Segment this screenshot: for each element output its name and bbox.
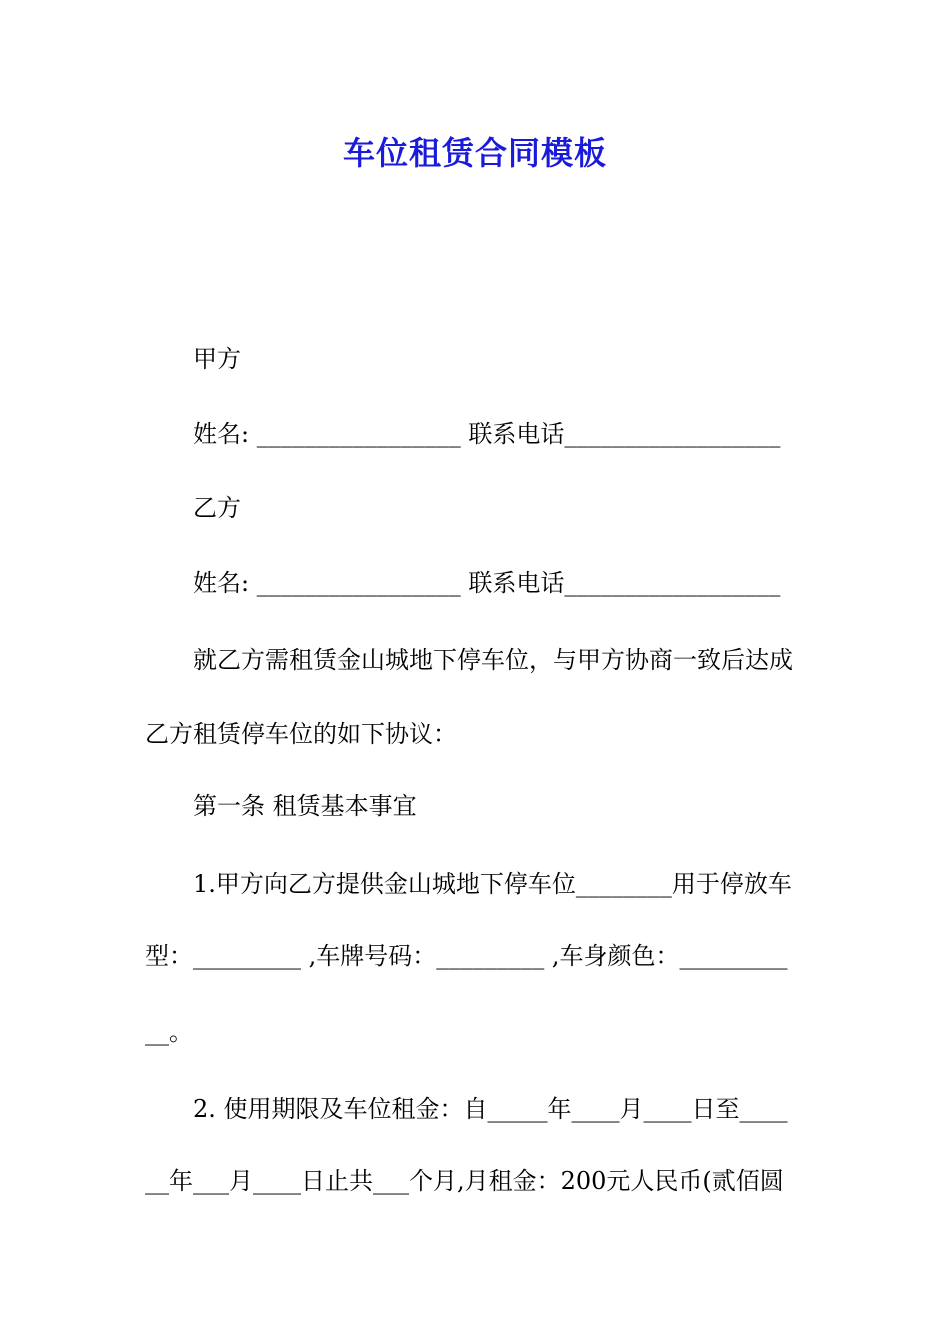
clause-1-line-1: 1.甲方向乙方提供金山城地下停车位________用于停放车: [193, 870, 792, 898]
intro-paragraph-line-2: 乙方租赁停车位的如下协议：: [145, 720, 457, 748]
document-title: 车位租赁合同模板: [342, 134, 607, 172]
article-1-heading: 第一条 租赁基本事宜: [193, 792, 417, 820]
clause-1-line-2: 型：_________ ,车牌号码：_________ ,车身颜色：_________: [145, 942, 788, 970]
party-a-heading: 甲方: [193, 345, 241, 373]
clause-2-line-1: 2. 使用期限及车位租金：自_____年____月____日至____: [193, 1095, 788, 1123]
clause-1-line-3: __。: [145, 1018, 193, 1046]
party-b-heading: 乙方: [193, 494, 241, 522]
party-b-contact-line: 姓名: _________________ 联系电话__________________: [193, 569, 781, 597]
party-a-contact-line: 姓名: _________________ 联系电话__________________: [193, 420, 781, 448]
clause-2-line-2: __年___月____日止共___个月,月租金：200元人民币(贰佰圆: [145, 1167, 784, 1195]
intro-paragraph-line-1: 就乙方需租赁金山城地下停车位，与甲方协商一致后达成: [193, 646, 793, 674]
